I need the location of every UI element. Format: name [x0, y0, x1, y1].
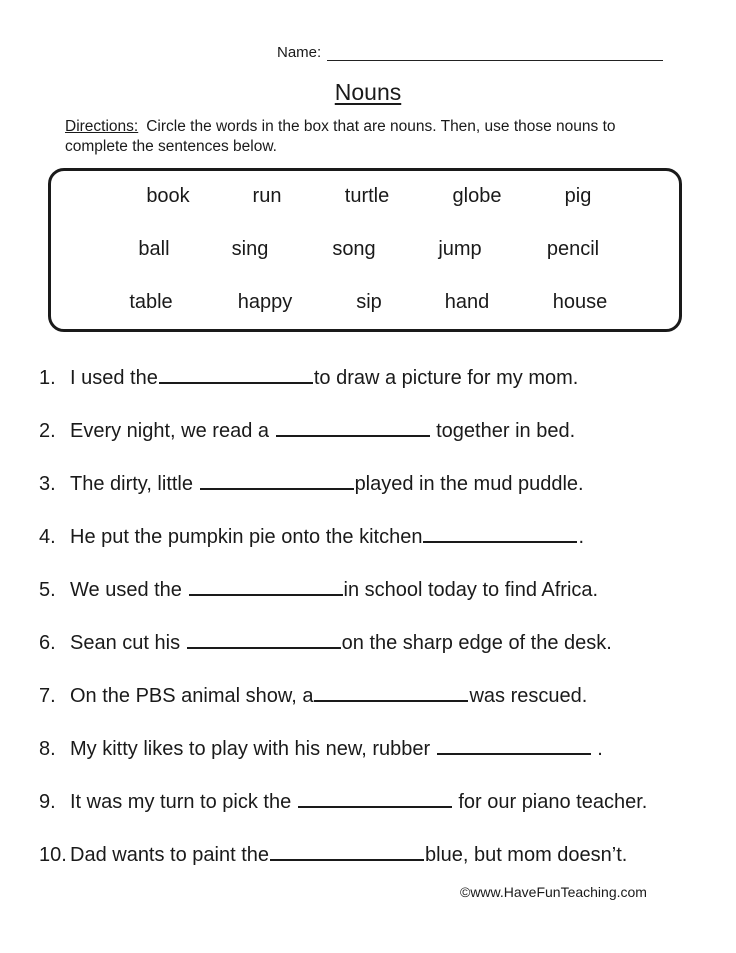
sentence-number: 7.: [39, 685, 56, 707]
sentence-text-after: blue, but mom doesn’t.: [425, 844, 628, 866]
answer-blank[interactable]: [298, 792, 452, 808]
word-turtle[interactable]: turtle: [344, 185, 390, 207]
sentence-text-before: The dirty, little: [70, 473, 193, 495]
sentence-number: 2.: [39, 420, 56, 442]
sentence-8: [39, 738, 603, 761]
word-jump[interactable]: jump: [438, 238, 482, 260]
word-song[interactable]: song: [332, 238, 376, 260]
sentence-6: [39, 632, 612, 655]
name-label: Name:: [277, 44, 322, 61]
directions-text-line1: Circle the words in the box that are nouns. Then, use those nouns to: [146, 118, 616, 135]
sentence-4: [39, 526, 584, 549]
sentence-number: 9.: [39, 791, 56, 813]
sentence-text-after: together in bed.: [436, 420, 576, 442]
sentence-text-after: played in the mud puddle.: [354, 473, 584, 495]
answer-blank[interactable]: [200, 474, 354, 490]
sentence-text-before: He put the pumpkin pie onto the kitchen: [70, 526, 423, 548]
sentence-9: [39, 791, 647, 814]
sentence-text-before: I used the: [70, 367, 158, 389]
answer-blank[interactable]: [159, 368, 313, 384]
sentence-text-after: on the sharp edge of the desk.: [341, 632, 612, 654]
word-book[interactable]: book: [146, 185, 190, 207]
word-sing[interactable]: sing: [231, 238, 269, 260]
sentence-number: 4.: [39, 526, 56, 548]
sentence-2: [39, 420, 575, 443]
sentence-number: 5.: [39, 579, 56, 601]
word-table[interactable]: table: [129, 291, 173, 313]
worksheet-title: Nouns: [334, 79, 402, 105]
sentence-number: 8.: [39, 738, 56, 760]
sentence-3: [39, 473, 584, 496]
sentence-text-after: was rescued.: [469, 685, 588, 707]
sentence-number: 10.: [39, 844, 67, 866]
answer-blank[interactable]: [423, 527, 577, 543]
sentence-1: [39, 367, 578, 390]
answer-blank[interactable]: [189, 580, 343, 596]
answer-blank[interactable]: [270, 845, 424, 861]
sentence-text-after: in school today to find Africa.: [343, 579, 599, 601]
word-globe[interactable]: globe: [452, 185, 502, 207]
sentence-text-before: Every night, we read a: [70, 420, 269, 442]
sentence-text-before: It was my turn to pick the: [70, 791, 292, 813]
copyright-footer: ©www.HaveFunTeaching.com: [460, 884, 647, 900]
sentence-number: 3.: [39, 473, 56, 495]
directions-text-line2: complete the sentences below.: [65, 138, 277, 155]
word-pig[interactable]: pig: [564, 185, 592, 207]
name-field: [277, 44, 663, 61]
word-sip[interactable]: sip: [356, 291, 382, 313]
sentence-7: [39, 685, 587, 708]
sentence-text-before: My kitty likes to play with his new, rubber: [70, 738, 431, 760]
sentence-text-after: .: [597, 738, 603, 760]
sentence-number: 6.: [39, 632, 56, 654]
sentence-5: [39, 579, 598, 602]
sentence-text-before: Sean cut his: [70, 632, 181, 654]
answer-blank[interactable]: [314, 686, 468, 702]
sentence-10: [39, 844, 627, 867]
sentence-text-after: to draw a picture for my mom.: [313, 367, 579, 389]
directions-label: Directions:: [65, 118, 139, 135]
answer-blank[interactable]: [187, 633, 341, 649]
sentence-text-after: for our piano teacher.: [458, 791, 648, 813]
sentence-number: 1.: [39, 367, 56, 389]
sentence-text-after: .: [578, 526, 585, 548]
word-pencil[interactable]: pencil: [546, 238, 600, 260]
sentence-text-before: On the PBS animal show, a: [70, 685, 314, 707]
word-ball[interactable]: ball: [138, 238, 170, 260]
answer-blank[interactable]: [276, 421, 430, 437]
word-run[interactable]: run: [252, 185, 282, 207]
word-hand[interactable]: hand: [444, 291, 490, 313]
word-happy[interactable]: happy: [237, 291, 293, 313]
answer-blank[interactable]: [437, 739, 591, 755]
sentence-text-before: We used the: [70, 579, 182, 601]
sentence-text-before: Dad wants to paint the: [70, 844, 270, 866]
word-house[interactable]: house: [552, 291, 608, 313]
name-blank-line[interactable]: [327, 46, 663, 61]
directions: [65, 117, 685, 157]
word-box: [48, 168, 682, 332]
